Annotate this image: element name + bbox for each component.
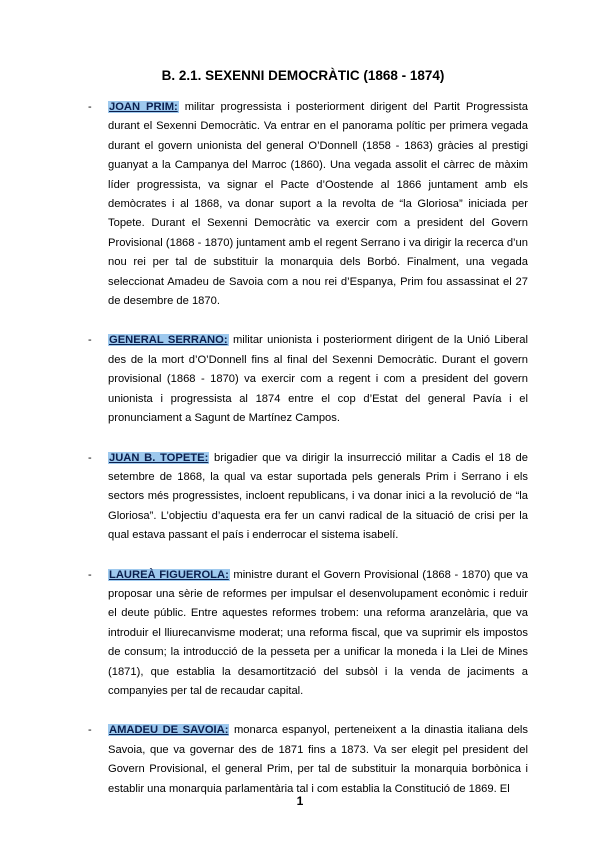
entry-text: militar progressista i posteriorment dirigent del Partit Progressista durant el Sexenni Democràtic. Va entrar en el panorama polític per primera vegada durant el govern unionista del general O’Donnell (1858 - 1863) gràcies al prestigi guanyat a la Campanya del Marroc (1860). Una vegada assolit el càrrec de màxim líder progressista, va signar el Pacte d’Oostende al 1866 juntament amb els demòcrates i al 1868, va donar suport a la revolta de “la Gloriosa” iniciada per Topete. Durant el Sexenni Democràtic va exercir com a president del Govern Provisional (1868 - 1870) juntament amb el regent Serrano i va dirigir la recerca d’un nou rei per tal de substituir la monarquia dels Borbó. Finalment, una vegada seleccionat Amadeu de Savoia com a nou rei d’Espanya, Prim fou assassinat el 27 de desembre de 1870. — [108, 101, 528, 308]
page-number: 1 — [296, 794, 304, 808]
entry-joan-prim — [88, 98, 528, 311]
entry-paragraph — [108, 449, 528, 546]
entry-paragraph — [108, 331, 528, 428]
entry-paragraph — [108, 98, 528, 311]
entry-laurea-figuerola — [88, 566, 528, 702]
entry-text: brigadier que va dirigir la insurrecció militar a Cadis el 18 de setembre de 1868, la qual va estar suportada pels generals Prim i Serrano i els sectors més progressistes, incloent republicans, i va donar inici a la revolució de “la Gloriosa”. L’objectiu d’aquesta era fer un canvi radical de la situació de crisi per la qual estava passant el país i enderrocar el sistema isabelí. — [108, 451, 528, 542]
entry-list — [88, 98, 528, 819]
bullet-dash: - — [88, 451, 92, 464]
entry-name: GENERAL SERRANO: — [109, 334, 228, 347]
entry-text: ministre durant el Govern Provisional (1868 - 1870) que va proposar una sèrie de reformes per impulsar el desenvolupament econòmic i reduir el deute públic. Entre aquestes reformes trobem: una reforma aranzelària, que va introduir el lliurecanvisme moderat; una reforma fiscal, que va suprimir els impostos de consum; la introducció de la pesseta per a unificar la moneda i la Llei de Mines (1871), que establia la desamortització del subsòl i la venda de jaciments a companyies per tal de recaudar capital. — [108, 568, 528, 697]
entry-amadeu-de-savoia — [88, 721, 528, 799]
entry-name: LAUREÀ FIGUEROLA: — [109, 568, 229, 581]
entry-juan-b-topete — [88, 449, 528, 546]
bullet-dash: - — [88, 334, 92, 347]
bullet-dash: - — [88, 568, 92, 581]
entry-name: JOAN PRIM: — [109, 101, 178, 113]
entry-paragraph — [108, 721, 528, 799]
entry-text: monarca espanyol, perteneixent a la dinastia italiana dels Savoia, que va governar des de 1871 fins a 1873. Va ser elegit pel president del Govern Provisional, el general Prim, per tal de substituir la monarquia borbònica i establir una monarquia parlamentària tal i com establia la Constitució de 1869. El — [108, 724, 528, 795]
entry-name: JUAN B. TOPETE: — [109, 451, 209, 464]
entry-paragraph — [108, 566, 528, 702]
bullet-dash: - — [88, 724, 92, 737]
section-title: B. 2.1. SEXENNI DEMOCRÀTIC (1868 - 1874) — [161, 68, 445, 83]
bullet-dash: - — [88, 101, 92, 113]
entry-general-serrano — [88, 331, 528, 428]
entry-name: AMADEU DE SAVOIA: — [109, 724, 229, 737]
entry-text: militar unionista i posteriorment dirigent de la Unió Liberal des de la mort d’O’Donnell fins al final del Sexenni Democràtic. Durant el govern provisional (1868 - 1870) va exercir com a regent i com a president del govern unionista i progressista al 1874 entre el cop d’Estat del general Pavía i el pronunciament a Sagunt de Martínez Campos. — [108, 334, 528, 425]
